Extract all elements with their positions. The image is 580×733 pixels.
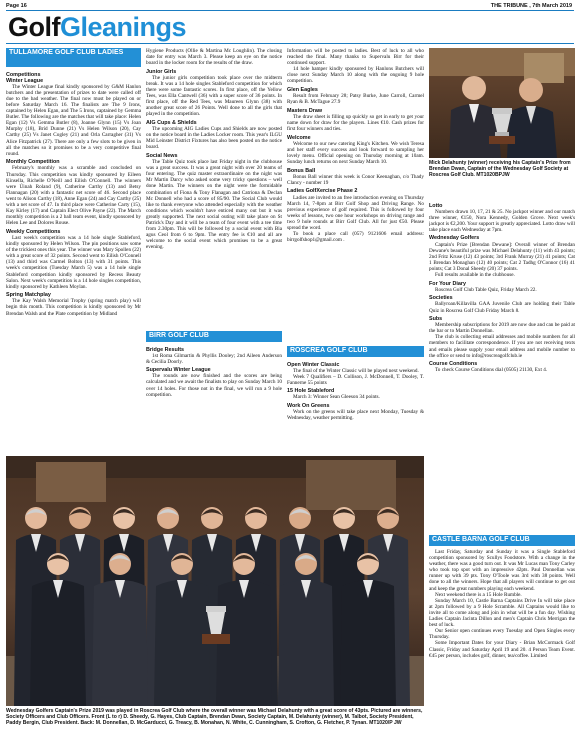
section-heading: Weekly Competitions	[6, 228, 61, 235]
header-rule	[6, 10, 574, 11]
paragraph: 1st Roma Gilmartin & Phyllis Dooley; 2nd Aileen Anderson & Cecilia Doorly.	[146, 352, 282, 365]
page-number: Page 16	[6, 3, 27, 9]
section-heading: Junior Girls	[146, 68, 177, 75]
section-heading: Bridge Results	[146, 346, 185, 353]
paragraph: To check Course Conditions dial (0505) 21130, Ext 4.	[435, 367, 548, 374]
paragraph: The draw sheet is filling up quickly so get in early to get your name down for draw for the players. Lines €10. Cash prizes for first four winners and ties.	[287, 113, 424, 133]
section-heading: Societies	[429, 295, 453, 302]
tullamore-heading: TULLAMORE GOLF CLUB LADIES	[6, 48, 141, 67]
castle-barna-heading: CASTLE BARNA GOLF CLUB	[429, 535, 575, 546]
paragraph: Bonus Ball winner this week is Conor Keenaghan, c/o Thady Clancy - number 19	[287, 173, 424, 186]
captain-prize-photo-image	[429, 48, 575, 158]
paragraph: Result from February 28; Patsy Burke, June Carroll, Carmel Ryan & B. McTague 27.9	[287, 93, 424, 106]
paragraph: The final of the Winter Classic will be played next weekend.	[293, 367, 419, 374]
paragraph: To book a place call (057) 9121606 email address: birrgolfshop1@gmail.com .	[287, 231, 424, 244]
paragraph: Welcome to our new catering King's Kitchen. We wish Teresa and her staff every success and look forward to sampling her lovely menu. Official opening on Thursday morning at 10am. Sunday lunch returns on next Sunday March 10.	[287, 140, 424, 166]
captain-prize-photo	[429, 48, 575, 158]
paragraph: Next weekend there is a 15 Hole Rumble.	[435, 591, 522, 598]
section-heading: Bonus Ball	[287, 167, 316, 174]
paragraph: Information will be posted to ladies. Best of luck to all who reached the final. Many thanks to Supervalu Birr for their continued support.	[287, 48, 424, 67]
paragraph: March 3: Winner Sean Gleeson 34 points.	[293, 394, 380, 401]
group-photo	[6, 456, 424, 706]
paragraph: Ballyroan/Killavilla GAA Juvenile Club are holding their Table Quiz in Roscrea Golf Club Friday March 8.	[429, 301, 575, 314]
paragraph: Ladies are invited to an free introduction evening on Thursday March 14, 7-8pm at Birr Golf Shop and Driving Range. No previous experience of golf required. This is followed by four weeks of lessons, two one hour workshops on driving range and two 9 hole rounds at Birr Golf Club. All for just €50. Please spread the word.	[287, 194, 424, 232]
publication-date: THE TRIBUNE , 7th March 2019	[490, 3, 572, 9]
section-heading: For Your Diary	[429, 280, 466, 287]
paragraph: Hygiene Products (Ollie & Martina Mc Loughlin). The closing date for entry was March 3. Please keep an eye on the notice board in the locker room for the results of the draw.	[146, 48, 282, 67]
paragraph: 14 hole hamper kindly sponsored by Hanlons Butchers will close next Sunday March 10 along with the ongoing 9 hole competition.	[287, 66, 424, 85]
masthead-rule	[6, 43, 574, 44]
captain-prize-caption: Mick Delahunty (winner) receiving his Captain's Prize from Brendan Dwan, Captain of the Wednesday Golf Society at Roscrea Golf Club. MT1020BPJW	[429, 160, 571, 178]
section-heading: Lotto	[429, 202, 443, 209]
tullamore-column	[6, 69, 141, 449]
section-heading: Wednesday Golfers	[429, 235, 480, 242]
paragraph: Last Friday, Saturday and Sunday it was a Single Stableford competition sponsored by Scullys Foodstore. With a change in the weather, there was a good turn out. It was Mr Lucas man Tony Carley who took top spot with an impressive 42pts. Paul Donnellan was runner up with 39 pts. Tony O'Toole was 3rd with 38 points. Well done to all the winners. Hope that all players will continue to get out and keep the great numbers playing each weekend.	[429, 549, 575, 592]
section-heading: Subs	[429, 316, 443, 323]
section-heading: Winter League	[6, 77, 44, 84]
section-heading: Ladies GolfXercise Phase 2	[287, 188, 358, 195]
section-heading: Monthly Competition	[6, 159, 60, 166]
paragraph: The club is collecting email addresses and mobile numbers for all members to facilitate correspondence. If you are not receiving texts and emails please supply your email address and mobile number to the office or send to info@roscreagolfclub.ie	[429, 334, 575, 359]
roscrea-heading: ROSCREA GOLF CLUB	[287, 346, 424, 357]
paragraph: February's monthly was a scramble and concluded on Thursday. This competition was kindly sponsored by Eileen Kinsella, Richelle O'Neill and Eilish O'Connell. The winners were Úinah Roland (9), Catherine Carthy (13) and Betsy Flannagan (20) with a fantastic net score of 46. Second place went to Alison Carthy (18), Anne Egan (24) and Cay Carthy (25) with a net score of 47. In third place were Catherine Carty (15), Kay Kirley (17) and Captain Elect Olive Payne (22). The March monthly competition is a 2 ball team event, kindly sponsored by Helen Lee and Dolores Rouse.	[6, 165, 141, 227]
section-heading: Glen Eagles	[287, 87, 318, 94]
section-heading: Welcome	[287, 134, 311, 141]
paragraph: The rounds are now finished and the scores are being calculated and we await the finalists to play on Sunday March 10 over 14 holes. For those not in the final, we will run a 9 hole competition.	[146, 373, 282, 398]
section-heading: Work On Greens	[287, 403, 330, 410]
paragraph: Sunday March 10, Castle Barna Captains Drive In will take place at 2pm followed by a 9 Hole Scramble. All Captains would like to invite all to come along and join in what will be a fun day. Wishing Ladies Captain Jacinta Dillon and men's Captain Chris Merrigan the best of luck.	[429, 597, 575, 629]
paragraph: Membership subscriptions for 2019 are now due and can be paid at the bar or to Martin Donnellan.	[429, 322, 575, 335]
birr-column	[146, 344, 282, 450]
column-2	[146, 48, 282, 324]
section-heading: Open Winter Classic	[287, 361, 340, 368]
paragraph: Work on the greens will take place next Monday, Tuesday & Wednesday, weather permitting.	[287, 409, 424, 422]
title-gleanings: Gleanings	[60, 12, 187, 42]
paragraph: Full results available in the clubhouse.	[435, 272, 515, 279]
castle-barna-column	[429, 549, 575, 732]
paragraph: The upcoming AIG Ladies Cups and Shields are now posted on the notice board in the Ladies Locker room. This year's ILGU Mid Leinster District Fixtures has also been posted on the notice board.	[146, 126, 282, 151]
section-heading: Social News	[146, 153, 178, 159]
section-heading: 15 Hole Stableford	[287, 388, 335, 395]
paragraph: The Kay Walsh Memorial Trophy (spring match play) will begin this month. This competition is kindly sponsored by Mr Brendan Walsh and the Plate competition by Midland	[6, 298, 141, 317]
section-heading: Competitions	[6, 71, 41, 78]
section-heading: Supervalu Winter League	[146, 367, 211, 374]
paragraph: Roscrea Golf Club Table Quiz, Friday March 22.	[435, 286, 537, 293]
section-heading: AIG Cups & Shields	[146, 120, 197, 127]
paragraph: The junior girls competition took place over the midterm break. It was a 14 hole singles Stableford competition for which there were some fantastic scores. In first place, off the Yellow Tees, was Ella Cantwell (36) with a super score of 36 points. In first place, off the Red Tees, was Maureen Glynn (38) with another great score of 26 Points. Well done to all the girls that played in the competition.	[146, 74, 282, 118]
paragraph: Numbers drawn 10, 17, 21 & 25. No jackpot winner and our match three winner, €150, Nora Kennedy, Golden Grove. Next week's jackpot is €2,200. Your support is greatly appreciated. Lotto draw will take place each Wednesday at 7pm.	[429, 208, 575, 233]
paragraph: The Table Quiz took place last Friday night in the clubhouse was a great success. It was a great night with over 20 teams of four entering. The quiz master extraordinaire on the night was Mr Martin Darcy who asked some very tricky questions – well done Martin. The winners on the night were the formidable combination of Fiona & Tony Flanagan and Catriona & Declan Mc Donnell who had a score of 85/90. The Social Club would like to thank everyone who attended especially with the weather conditions which wouldn't have enticed many out but it was greatly supported. The next social outing will take place on St Patrick's Day and it will be a team of four event with a tee time from 2.30pm. This will be followed by a social event with Bia agus Ceol from 6 to 9pm. The entry fee is €10 and all are welcome to the social event which promises to be a great evening.	[146, 159, 282, 251]
section-heading: Course Conditions	[429, 361, 478, 368]
section-heading: Spring Matchplay	[6, 292, 51, 299]
roscrea-column	[287, 359, 424, 450]
group-photo-image	[6, 456, 424, 706]
group-photo-caption: Wednesday Golfers Captain's Prize 2019 was played in Roscrea Golf Club where the overall winner was Michael Delahunty with a great score of 43pts. Pictured are winners, Society Officers and Club Officers. Front (L to r) D. Sheedy, G. Hayes, Club Captain, Brendan Dwan, Society Captain, M. Delahunty (winner), M. Talbot, Society President, Paddy Bergin, Club President. Back: M. Donnellan, D. McGarducci, G. Treacy, B. Monahan, N. White, C. Cunningham, S. Crofton, G. Fletcher, P. Tynan. MT1020/P JW	[6, 708, 423, 726]
paragraph: Week 7 Qualifiers – D. Collison, J. McDonnell, T. Dooley, T. Fannerne 55 points	[287, 373, 424, 386]
paragraph: The Winter League final kindly sponsored by G&M Hanlon butchers and the presentation of prizes to date were called off due to the bad weather. The final now must be played on or before Saturday March 16. The finalists are The 9 Irons, captained by Helen Egan, and The 5 Irons, captained by Gemma Butler. The following are the matches that will take place: Helen Egan (12) Vs Gemma Butler (8), Joanne Glynn (15) Vs Joan Murphy (18), Bríd Dunne (21) Vs Helen Wilson (20), Cay Carthy (25) Vs Janet Cogley (21) and Orla Carragher (31) Vs Alice Fitzpatrick (27). There are only a few slots to be given in all the matches so it promises to be a very competitive final round.	[6, 83, 141, 157]
paragraph: Some Important Dates for your Diary - Brian McCormack Golf Classic, Friday and Saturday April 19 and 20. 4 Person Team Event. €45 per person, includes golf, dinner, tea/coffee. Limited	[429, 640, 575, 659]
section-heading: Masters Draw	[287, 107, 323, 114]
column-4	[429, 200, 575, 530]
paragraph: Our Senior open continues every Tuesday and Open Singles every Thursday.	[429, 628, 575, 641]
title-golf: Golf	[8, 12, 60, 42]
page-title	[8, 12, 186, 42]
paragraph: Last week's competition was a 14 hole single Stableford, kindly sponsored by Helen Wilson. The pin positions saw some of the trickiest ones this year. The winner was Mary Spollen (22) with a great score of 32 points. Second went to Eilish O'Connell (13) and third was Carmel Bolton (13) with 31 points. This week's competition (Tuesday March 5) was a 14 hole single Stableford competition kindly sponsored by Recess Beauty Salon. Next week's competition is a 14 hole singles competition, kindly sponsored by Kathleen Moylan.	[6, 234, 141, 290]
paragraph: Captain's Prize [Brendan Dewane]: Overall winner of Brendan Dewane's beautiful prize was Michael Delahunty (11) with 43 points; 2nd Fritz Kruse (12) 43 points; 3rd Frank Murray (21) 41 points; Cat 1 Brendan Monaghan (12) 40 points; Cat 2 Tadhg O'Connor (16) 41 points; Cat 3 Donal Sheedy (20) 37 points.	[429, 241, 575, 272]
column-3	[287, 48, 424, 341]
birr-heading: BIRR GOLF CLUB	[146, 331, 282, 342]
